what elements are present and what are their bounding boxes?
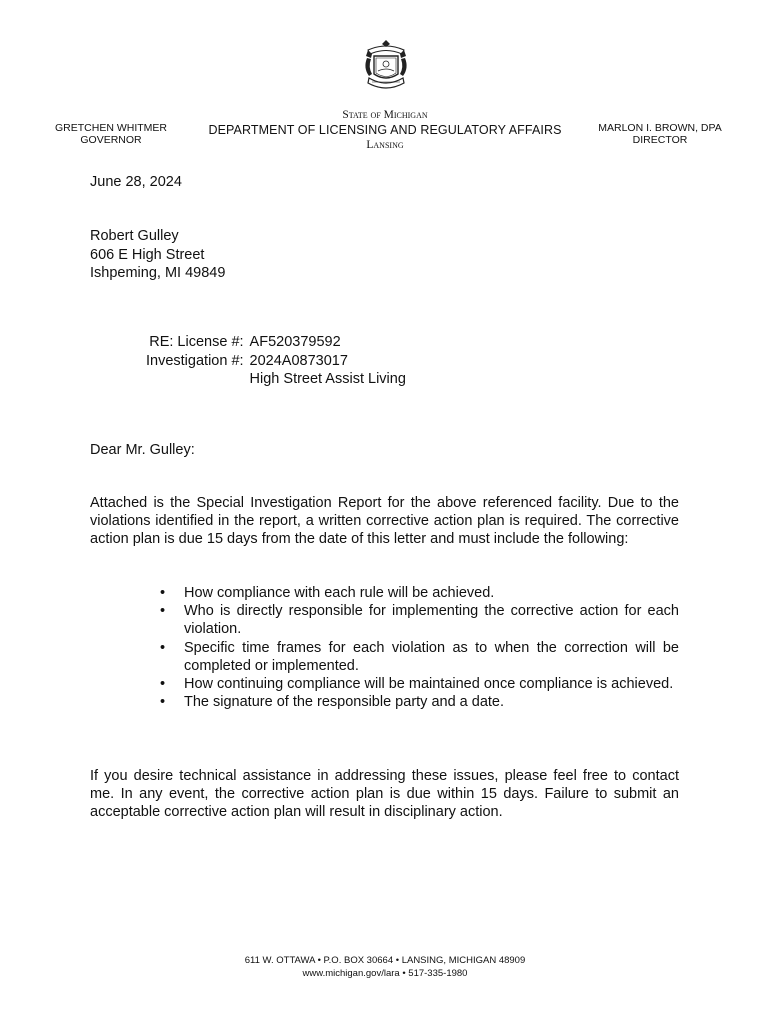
bullet-icon: • [160, 694, 166, 711]
director-block [590, 122, 730, 146]
body-paragraph-1: Attached is the Special Investigation Report for the above referenced facility. Due to the violations identified in the report, a written corrective action plan is required. The corrective action plan is due 15 days from the date of this letter and must include the following: [90, 495, 679, 548]
body-paragraph-2: If you desire technical assistance in addressing these issues, please feel free to contact me. In any event, the corrective action plan is due within 15 days. Failure to submit an acceptable corrective action plan will result in disciplinary action. [90, 768, 679, 821]
governor-name: GRETCHEN WHITMER [55, 122, 167, 134]
investigation-number: 2024A0873017 [249, 352, 348, 369]
director-name: MARLON I. BROWN, DPA [598, 122, 722, 134]
bullet-icon: • [160, 603, 166, 620]
bullet-icon: • [160, 639, 166, 656]
bullet-icon: • [160, 676, 166, 693]
facility-name: High Street Assist Living [249, 371, 406, 387]
requirements-list [90, 584, 679, 711]
reference-block [146, 333, 406, 389]
footer-contact: www.michigan.gov/lara • 517-335-1980 [302, 968, 468, 979]
state-line: State of Michigan [342, 109, 428, 121]
director-title: DIRECTOR [632, 134, 688, 146]
list-item: • Who is directly responsible for implementing the corrective action for each violation. [160, 603, 679, 638]
footer-address: 611 W. OTTAWA • P.O. BOX 30664 • LANSING, MICHIGAN 48909 [244, 955, 526, 966]
recipient-city: Ishpeming, MI 49849 [90, 265, 226, 281]
michigan-state-seal-icon [360, 38, 412, 96]
letterhead-title [190, 109, 580, 152]
city-line: Lansing [366, 139, 404, 151]
recipient-name: Robert Gulley [90, 228, 179, 244]
letter-date: June 28, 2024 [90, 174, 182, 190]
investigation-label: Investigation #: [146, 352, 244, 369]
list-item: • How compliance with each rule will be achieved. [160, 585, 495, 601]
governor-block [40, 122, 182, 146]
recipient-street: 606 E High Street [90, 246, 205, 263]
license-label: RE: License #: [149, 334, 244, 350]
bullet-icon: • [160, 585, 166, 601]
list-item: • The signature of the responsible party and a date. [160, 694, 505, 711]
recipient-address [90, 227, 225, 283]
salutation: Dear Mr. Gulley: [90, 442, 195, 458]
department-name: DEPARTMENT OF LICENSING AND REGULATORY AFFAIRS [208, 123, 562, 137]
governor-title: GOVERNOR [80, 134, 142, 146]
list-item: • How continuing compliance will be maintained once compliance is achieved. [160, 676, 674, 693]
list-item: • Specific time frames for each violation as to when the correction will be completed or implemented. [160, 639, 679, 674]
license-number: AF520379592 [249, 334, 341, 350]
